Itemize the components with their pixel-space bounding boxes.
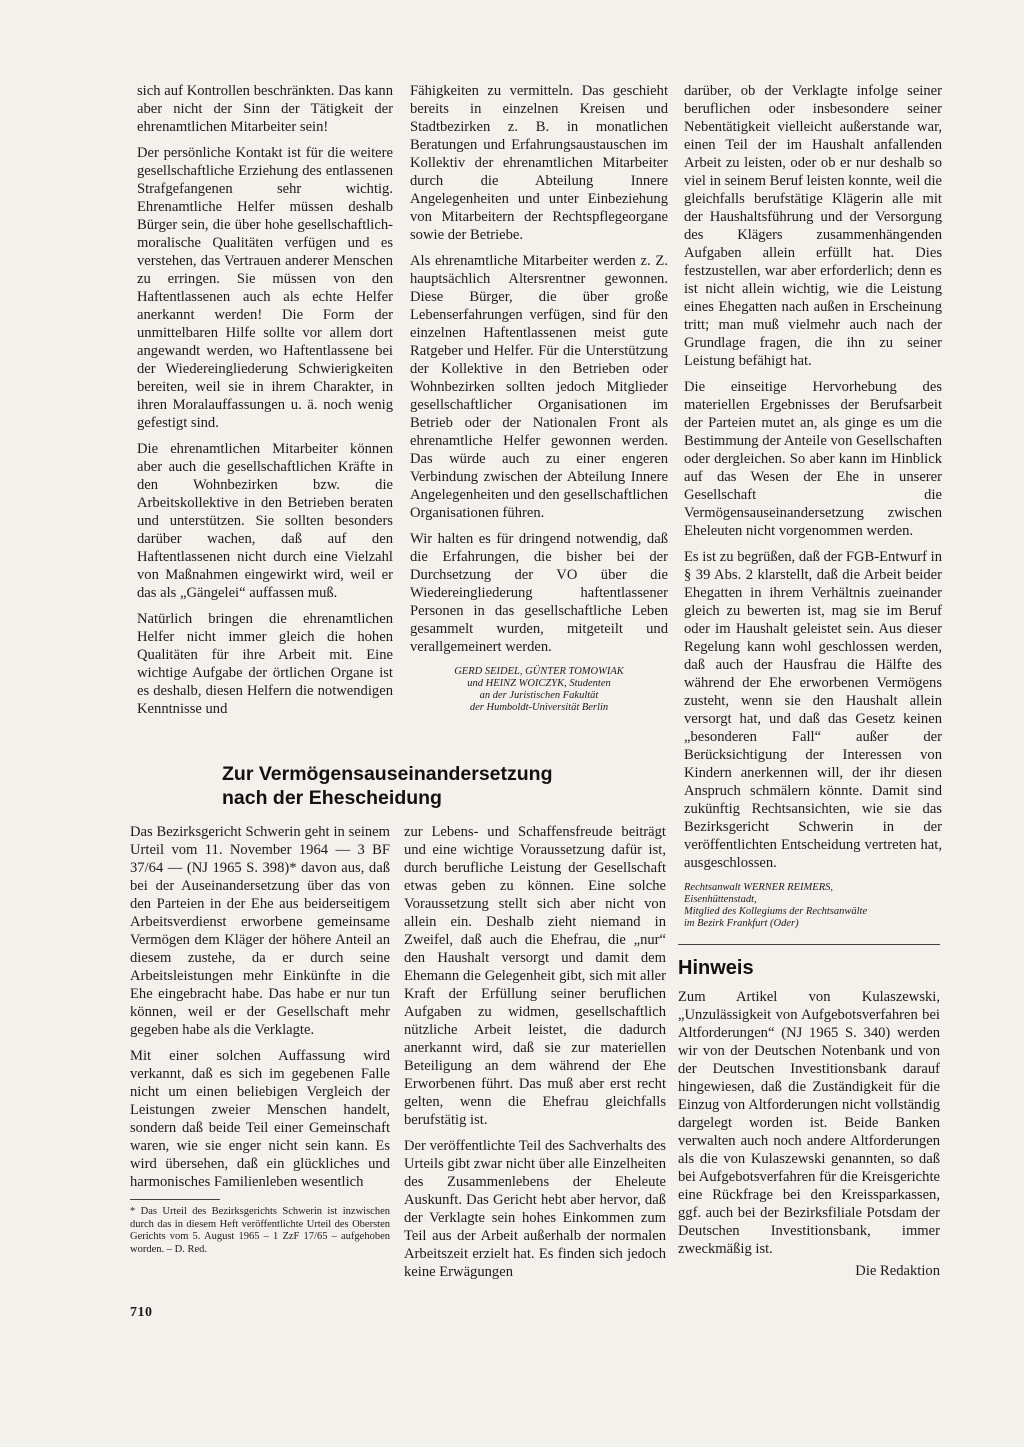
- paragraph: Natürlich bringen die ehrenamtlichen Helfer nicht immer gleich die hohen Qualitäten für ihre Arbeit mit. Eine wichtige Aufgabe der örtlichen Organe ist es deshalb, diesen Helfern die notwendigen Kenntnisse und: [137, 611, 393, 717]
- hinweis-signature: Die Redaktion: [855, 1263, 940, 1279]
- paragraph: darüber, ob der Verklagte infolge seiner beruflichen oder insbesondere seiner Nebentätigkeit vielleicht außerstande war, einen Teil der im Haushalt anfallenden Arbeit zu leisten, oder ob er nur deshalb so viel in seinem Beruf leisten konnte, weil die gleichfalls berufstätige Klägerin alle mit der Haushaltsführung und der Versorgung des Klägers zusammenhängenden Aufgaben allein erfüllt hat. Dies festzustellen, war aber erforderlich; denn es ist nicht allein wichtig, wie die Leistung eines Ehegatten nach außen in Erscheinung tritt; man muß vielmehr auch nach der Grundlage fragen, die ihn zu seiner Leistung befähigt hat.: [684, 83, 942, 369]
- hinweis-text: Zum Artikel von Kulaszewski, „Unzulässigkeit von Aufgebotsverfahren bei Altforderungen“ (NJ 1965 S. 340) werden wir von der Deutschen Notenbank und von der Deutschen Investitionsbank darauf hingewiesen, daß die Zuständigkeit für die Einzug von Altforderungen nicht vollständig dargelegt worden ist. Beide Banken verwalten auch noch andere Altforderungen als die von Kulaszewski genannten, so daß bei Aufgebotsverfahren für die Kreisgerichte eine Rückfrage bei den Kreissparkassen, ggf. auch bei der Bezirksfiliale Potsdam der Deutschen Investitionsbank, immer zweckmäßig ist.: [678, 989, 940, 1257]
- signature-line: GERD SEIDEL, GÜNTER TOMOWIAK: [454, 666, 624, 677]
- paragraph: Die einseitige Hervorhebung des materiellen Ergebnisses der Berufsarbeit der Parteien mutet an, als ginge es um die Bestimmung der Anteile von Gesellschaften oder dergleichen. So aber kann im Hinblick auf das Wesen der Ehe in unserer Gesellschaft die Vermögensauseinandersetzung zwischen Eheleuten nicht vorgenommen werden.: [684, 379, 942, 539]
- article1-column-2: [410, 82, 668, 714]
- signature-line: und HEINZ WOICZYK, Studenten: [467, 678, 611, 689]
- page-number: 710: [130, 1305, 153, 1320]
- paragraph: Es ist zu begrüßen, daß der FGB-Entwurf in § 39 Abs. 2 klarstellt, daß die Arbeit beider Ehegatten in ihrem Verhältnis zueinander gleich zu bewerten ist, mag sie im Beruf oder im Haushalt geleistet sein. Aus dieser Regelung kann wohl geschlossen werden, daß auch der Hausfrau die Hälfte des während der Ehe erworbenen Vermögens zusteht, wenn sie den Haushalt allein versorgt hat, und daß das Gesetz keinen „besonderen Fall“ außer der Berücksichtigung der Interessen von Kindern anerkennen will, der ihr diesen Anspruch schmälern könnte. Damit sind zukünftig Rechtsansichten, wie sie das Bezirksgericht Schwerin in der veröffentlichten Entscheidung vertreten hat, ausgeschlossen.: [684, 549, 942, 871]
- headline-line: nach der Ehescheidung: [222, 787, 442, 809]
- signature-line: Rechtsanwalt WERNER REIMERS,: [684, 882, 834, 893]
- headline-line: Zur Vermögensauseinandersetzung: [222, 763, 553, 785]
- paragraph: Fähigkeiten zu vermitteln. Das geschieht bereits in einzelnen Kreisen und Stadtbezirken z. B. in monatlichen Beratungen und Erfahrungsaustauschen im Kollektiv der ehrenamtlichen Mitarbeiter durch die Abteilung Innere Angelegenheiten und unter Einbeziehung von Mitarbeitern der Rechtspflegeorgane sowie der Betriebe.: [410, 83, 668, 243]
- paragraph: Die ehrenamtlichen Mitarbeiter können aber auch die gesellschaftlichen Kräfte in den Wohnbezirken bzw. die Arbeitskollektive in den Betrieben beraten und unterstützen. Sie sollten besonders darüber wachen, daß auf den Haftentlassenen nicht durch eine Vielzahl von Maßnahmen eingewirkt wird, weil er das als „Gängelei“ auffassen muß.: [137, 441, 393, 601]
- paragraph: Als ehrenamtliche Mitarbeiter werden z. Z. hauptsächlich Altersrentner gewonnen. Diese Bürger, die über große Lebenserfahrungen verfügen, sind für den einzelnen Haftentlassenen meist gute Ratgeber und Helfer. Für die Unterstützung der Kollektive in den Betrieben oder Wohnbezirken sollten jedoch Mitglieder gesellschaftlicher Organisationen im Betrieb oder der Nationalen Front als ehrenamtliche Helfer gewonnen werden. Das würde auch zu einer engeren Verbindung zwischen der Abteilung Innere Angelegenheiten und den gesellschaftlichen Organisationen führen.: [410, 253, 668, 521]
- article1-column-3: [684, 82, 942, 930]
- author-signature: [684, 882, 942, 930]
- footnote: * Das Urteil des Bezirksgerichts Schwerin ist inzwischen durch das in diesem Heft veröffentlichte Urteil des Obersten Gerichts vom 5. August 1965 – 1 ZzF 17/65 – aufgehoben worden. – D. Red.: [130, 1206, 390, 1255]
- section-divider: [678, 944, 940, 945]
- signature-line: Eisenhüttenstadt,: [684, 894, 757, 905]
- signature-line: an der Juristischen Fakultät: [479, 690, 599, 701]
- author-signature: [410, 666, 668, 714]
- paragraph: Mit einer solchen Auffassung wird verkannt, daß es sich im gegebenen Falle nicht um einen beliebigen Vergleich der Leistungen zweier Menschen handelt, sondern daß beide Teil einer Gemeinschaft waren, wie sie enger nicht sein kann. Es wird übersehen, daß ein glückliches und harmonisches Familienleben wesentlich: [130, 1048, 390, 1190]
- article2-column-2: [404, 823, 666, 1289]
- paragraph: zur Lebens- und Schaffensfreude beiträgt und eine wichtige Voraussetzung dafür ist, durch berufliche Leistung der Gesellschaft etwas geben zu können. Eine solche Voraussetzung stellt sich aber nicht von allein ein. Deshalb zieht niemand in Zweifel, daß auch die Ehefrau, die „nur“ den Haushalt versorgt und damit dem Ehemann die Gelegenheit gibt, sich mit aller Kraft der Erfüllung seiner beruflichen Aufgaben zu widmen, gesellschaftlich nützliche Arbeit leistet, die dadurch anerkannt wird, daß sie zur materiellen Beteiligung an dem während der Ehe Erworbenen führt. Das muß aber erst recht gelten, wenn die Ehefrau gleichfalls berufstätig ist.: [404, 824, 666, 1128]
- hinweis-section: [678, 956, 940, 1288]
- signature-line: Mitglied des Kollegiums der Rechtsanwälte: [684, 906, 868, 917]
- article-headline: [222, 762, 642, 810]
- article1-column-1: [137, 82, 393, 726]
- paragraph: Der persönliche Kontakt ist für die weitere gesellschaftliche Erziehung des entlassenen Strafgefangenen sehr wichtig. Ehrenamtliche Helfer müssen deshalb Bürger sein, die über hohe gesellschaftlich-moralische Qualitäten verfügen und es verstehen, das Vertrauen anderer Menschen zu erringen. Sie müssen von den Haftentlassenen auch als echte Helfer anerkannt werden! Die Form der unmittelbaren Hilfe sollte vor allem dort angewandt werden, wo Haftentlassene bei der Wiedereingliederung Schwierigkeiten bereiten, weil sie in ihrem Charakter, in ihren Moralauffassungen u. ä. noch wenig gefestigt sind.: [137, 145, 393, 431]
- signature-line: der Humboldt-Universität Berlin: [469, 702, 609, 713]
- paragraph: Das Bezirksgericht Schwerin geht in seinem Urteil vom 11. November 1964 — 3 BF 37/64 — (NJ 1965 S. 398)* davon aus, daß bei der Auseinandersetzung über das von den Parteien in der Ehe aus beiderseitigem Arbeitsverdienst erworbene gemeinsame Vermögen dem Kläger der höhere Anteil an diesem zustehe, da er durch seine Arbeitsleistungen mehr Einkünfte in die Ehe eingebracht habe. Das habe er nur tun können, weil er der Gesellschaft mehr gegeben habe als die Verklagte.: [130, 824, 390, 1038]
- paragraph: Der veröffentlichte Teil des Sachverhalts des Urteils gibt zwar nicht über alle Einzelheiten des Zusammenlebens der Eheleute Auskunft. Das Gericht hebt aber hervor, daß der Verklagte sein hohes Einkommen zum Teil aus der Arbeit außerhalb der normalen Arbeitszeit erzielt hat. Es finden sich jedoch keine Erwägungen: [404, 1138, 666, 1280]
- paragraph: Wir halten es für dringend notwendig, daß die Erfahrungen, die bisher bei der Durchsetzung der VO über die Wiedereingliederung haftentlassener Personen in das gesellschaftliche Leben gesammelt wurden, mitgeteilt und verallgemeinert werden.: [410, 531, 668, 655]
- hinweis-title: Hinweis: [678, 957, 754, 979]
- footnote-divider: [130, 1199, 220, 1200]
- paragraph: sich auf Kontrollen beschränkten. Das kann aber nicht der Sinn der Tätigkeit der ehrenamtlichen Mitarbeiter sein!: [137, 83, 393, 135]
- article2-column-1: [130, 823, 390, 1264]
- signature-line: im Bezirk Frankfurt (Oder): [684, 918, 799, 929]
